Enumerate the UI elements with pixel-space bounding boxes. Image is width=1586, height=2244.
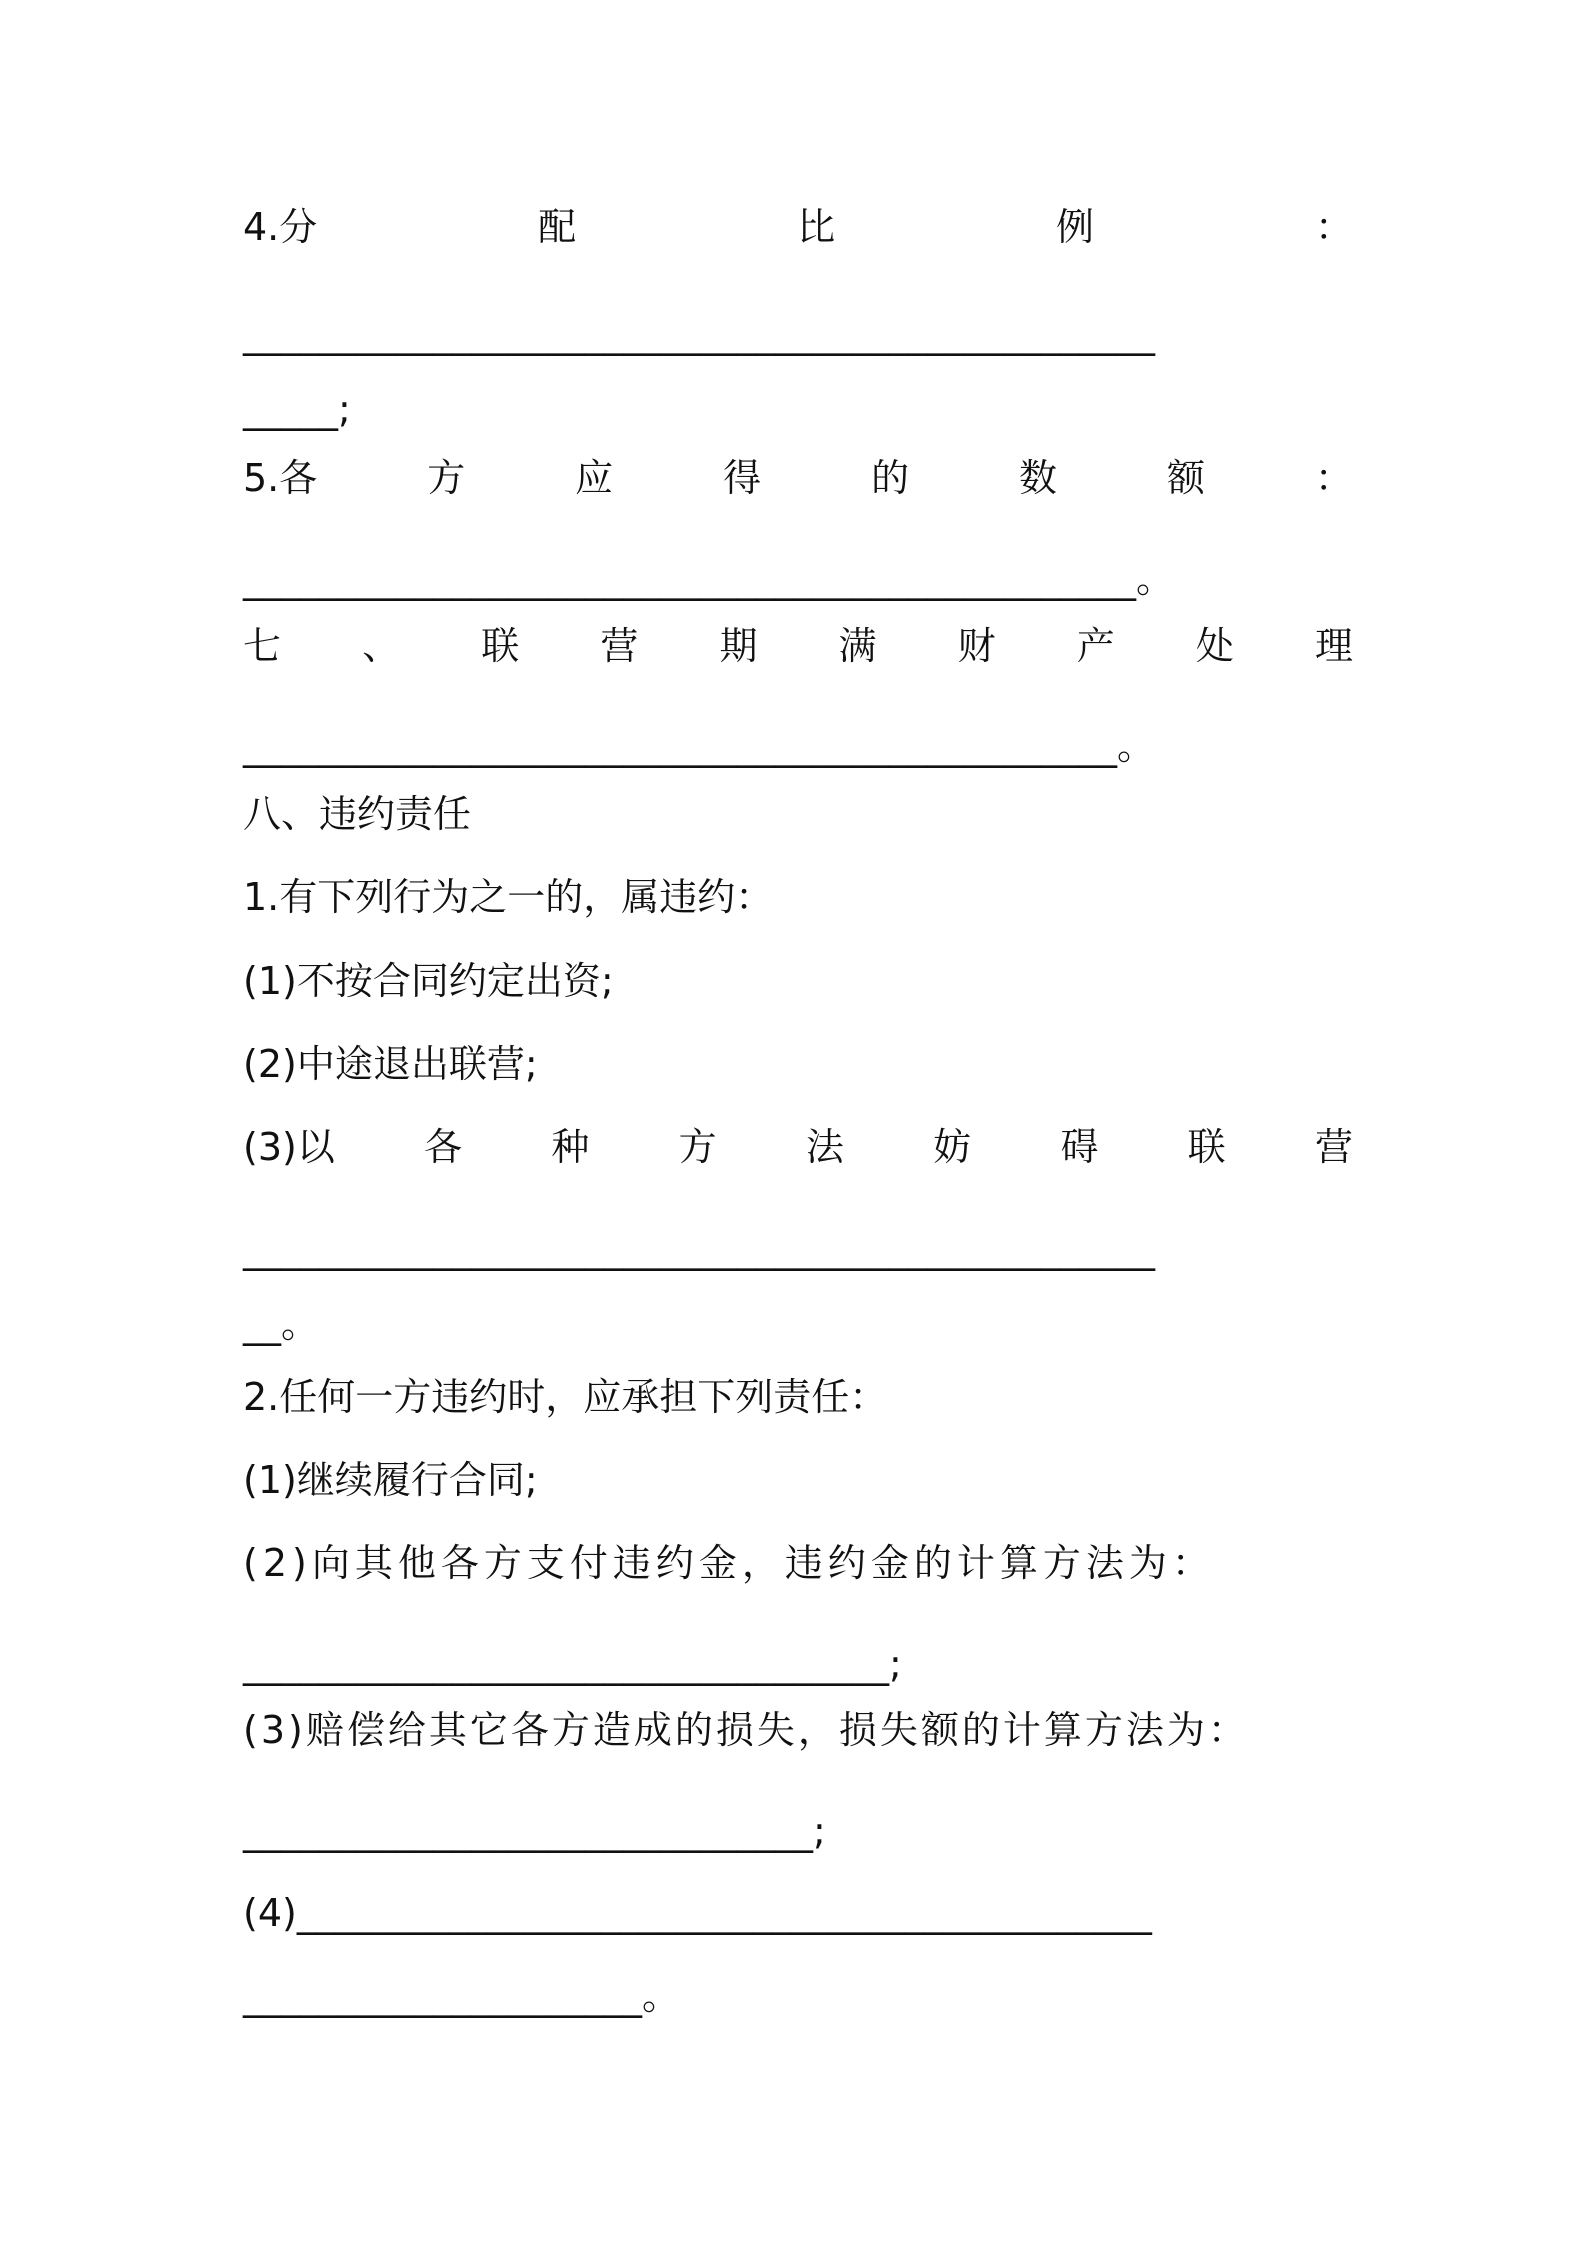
section-8-para-1-item-2: (2)中途退出联营;	[243, 1042, 538, 1086]
section-7-char: 理	[1314, 624, 1353, 668]
item-5-char: 方	[427, 456, 466, 500]
section-8-para-1-item-1: (1)不按合同约定出资;	[243, 959, 614, 1003]
section-7-blank: ______________________________________________。	[243, 724, 1156, 768]
item-3-char: 联	[1187, 1125, 1226, 1169]
item-5-blank: _______________________________________________。	[243, 557, 1175, 601]
section-8-para-2-item-2: (2)向其他各方支付违约金，违约金的计算方法为：	[243, 1541, 1215, 1585]
item-4-char: 4.分	[243, 205, 318, 249]
section-7-char: 联	[481, 624, 520, 668]
section-8-para-1: 1.有下列行为之一的，属违约：	[243, 875, 774, 919]
section-7-char: 营	[600, 624, 639, 668]
item-5-char: 5.各	[243, 456, 318, 500]
section-7-char: 、	[362, 624, 401, 668]
section-7-char: 财	[957, 624, 996, 668]
item-5-char: 额	[1166, 456, 1205, 500]
section-8-para-1-item-3	[243, 1123, 1353, 1171]
item-3-char: (3)以	[243, 1125, 335, 1169]
item-5-line	[243, 454, 1353, 502]
item-3-char: 方	[678, 1125, 717, 1169]
item-3-char: 种	[551, 1125, 590, 1169]
section-8-para-2-item-2-blank: __________________________________;	[243, 1642, 902, 1686]
item-3-char: 法	[805, 1125, 844, 1169]
item-3-char: 碍	[1060, 1125, 1099, 1169]
section-8-heading: 八、违约责任	[243, 792, 472, 836]
item-4-char: 比	[797, 205, 836, 249]
item-4-blank-2: _____;	[243, 387, 351, 431]
section-8-para-2: 2.任何一方违约时，应承担下列责任：	[243, 1375, 888, 1419]
section-8-para-2-item-4-blank: _____________________。	[243, 1974, 681, 2018]
item-5-char: 数	[1019, 456, 1058, 500]
section-8-para-2-item-3: (3)赔偿给其它各方造成的损失，损失额的计算方法为：	[243, 1708, 1249, 1752]
item-3-char: 营	[1314, 1125, 1353, 1169]
item-4-char: 配	[538, 205, 577, 249]
item-5-char: 应	[575, 456, 614, 500]
section-7-char: 七	[243, 624, 282, 668]
section-8-para-1-item-3-blank-2: __。	[243, 1302, 320, 1346]
item-4-char: ：	[1314, 205, 1353, 249]
section-7-char: 满	[838, 624, 877, 668]
item-5-char: 的	[871, 456, 910, 500]
section-8-para-2-item-1: (1)继续履行合同;	[243, 1458, 538, 1502]
section-7-char: 产	[1076, 624, 1115, 668]
section-7-char: 处	[1195, 624, 1234, 668]
item-4-line	[243, 203, 1353, 251]
item-5-char: 得	[723, 456, 762, 500]
section-8-para-2-item-4: (4)_____________________________________________	[243, 1891, 1152, 1935]
section-7-heading	[243, 622, 1353, 670]
item-4-char: 例	[1056, 205, 1095, 249]
item-3-char: 各	[424, 1125, 463, 1169]
item-4-blank-1: ________________________________________________	[243, 312, 1155, 356]
section-8-para-2-item-3-blank: ______________________________;	[243, 1809, 826, 1853]
item-5-char: ：	[1314, 456, 1353, 500]
item-3-char: 妨	[933, 1125, 972, 1169]
section-8-para-1-item-3-blank-1: ________________________________________________	[243, 1227, 1155, 1271]
section-7-char: 期	[719, 624, 758, 668]
